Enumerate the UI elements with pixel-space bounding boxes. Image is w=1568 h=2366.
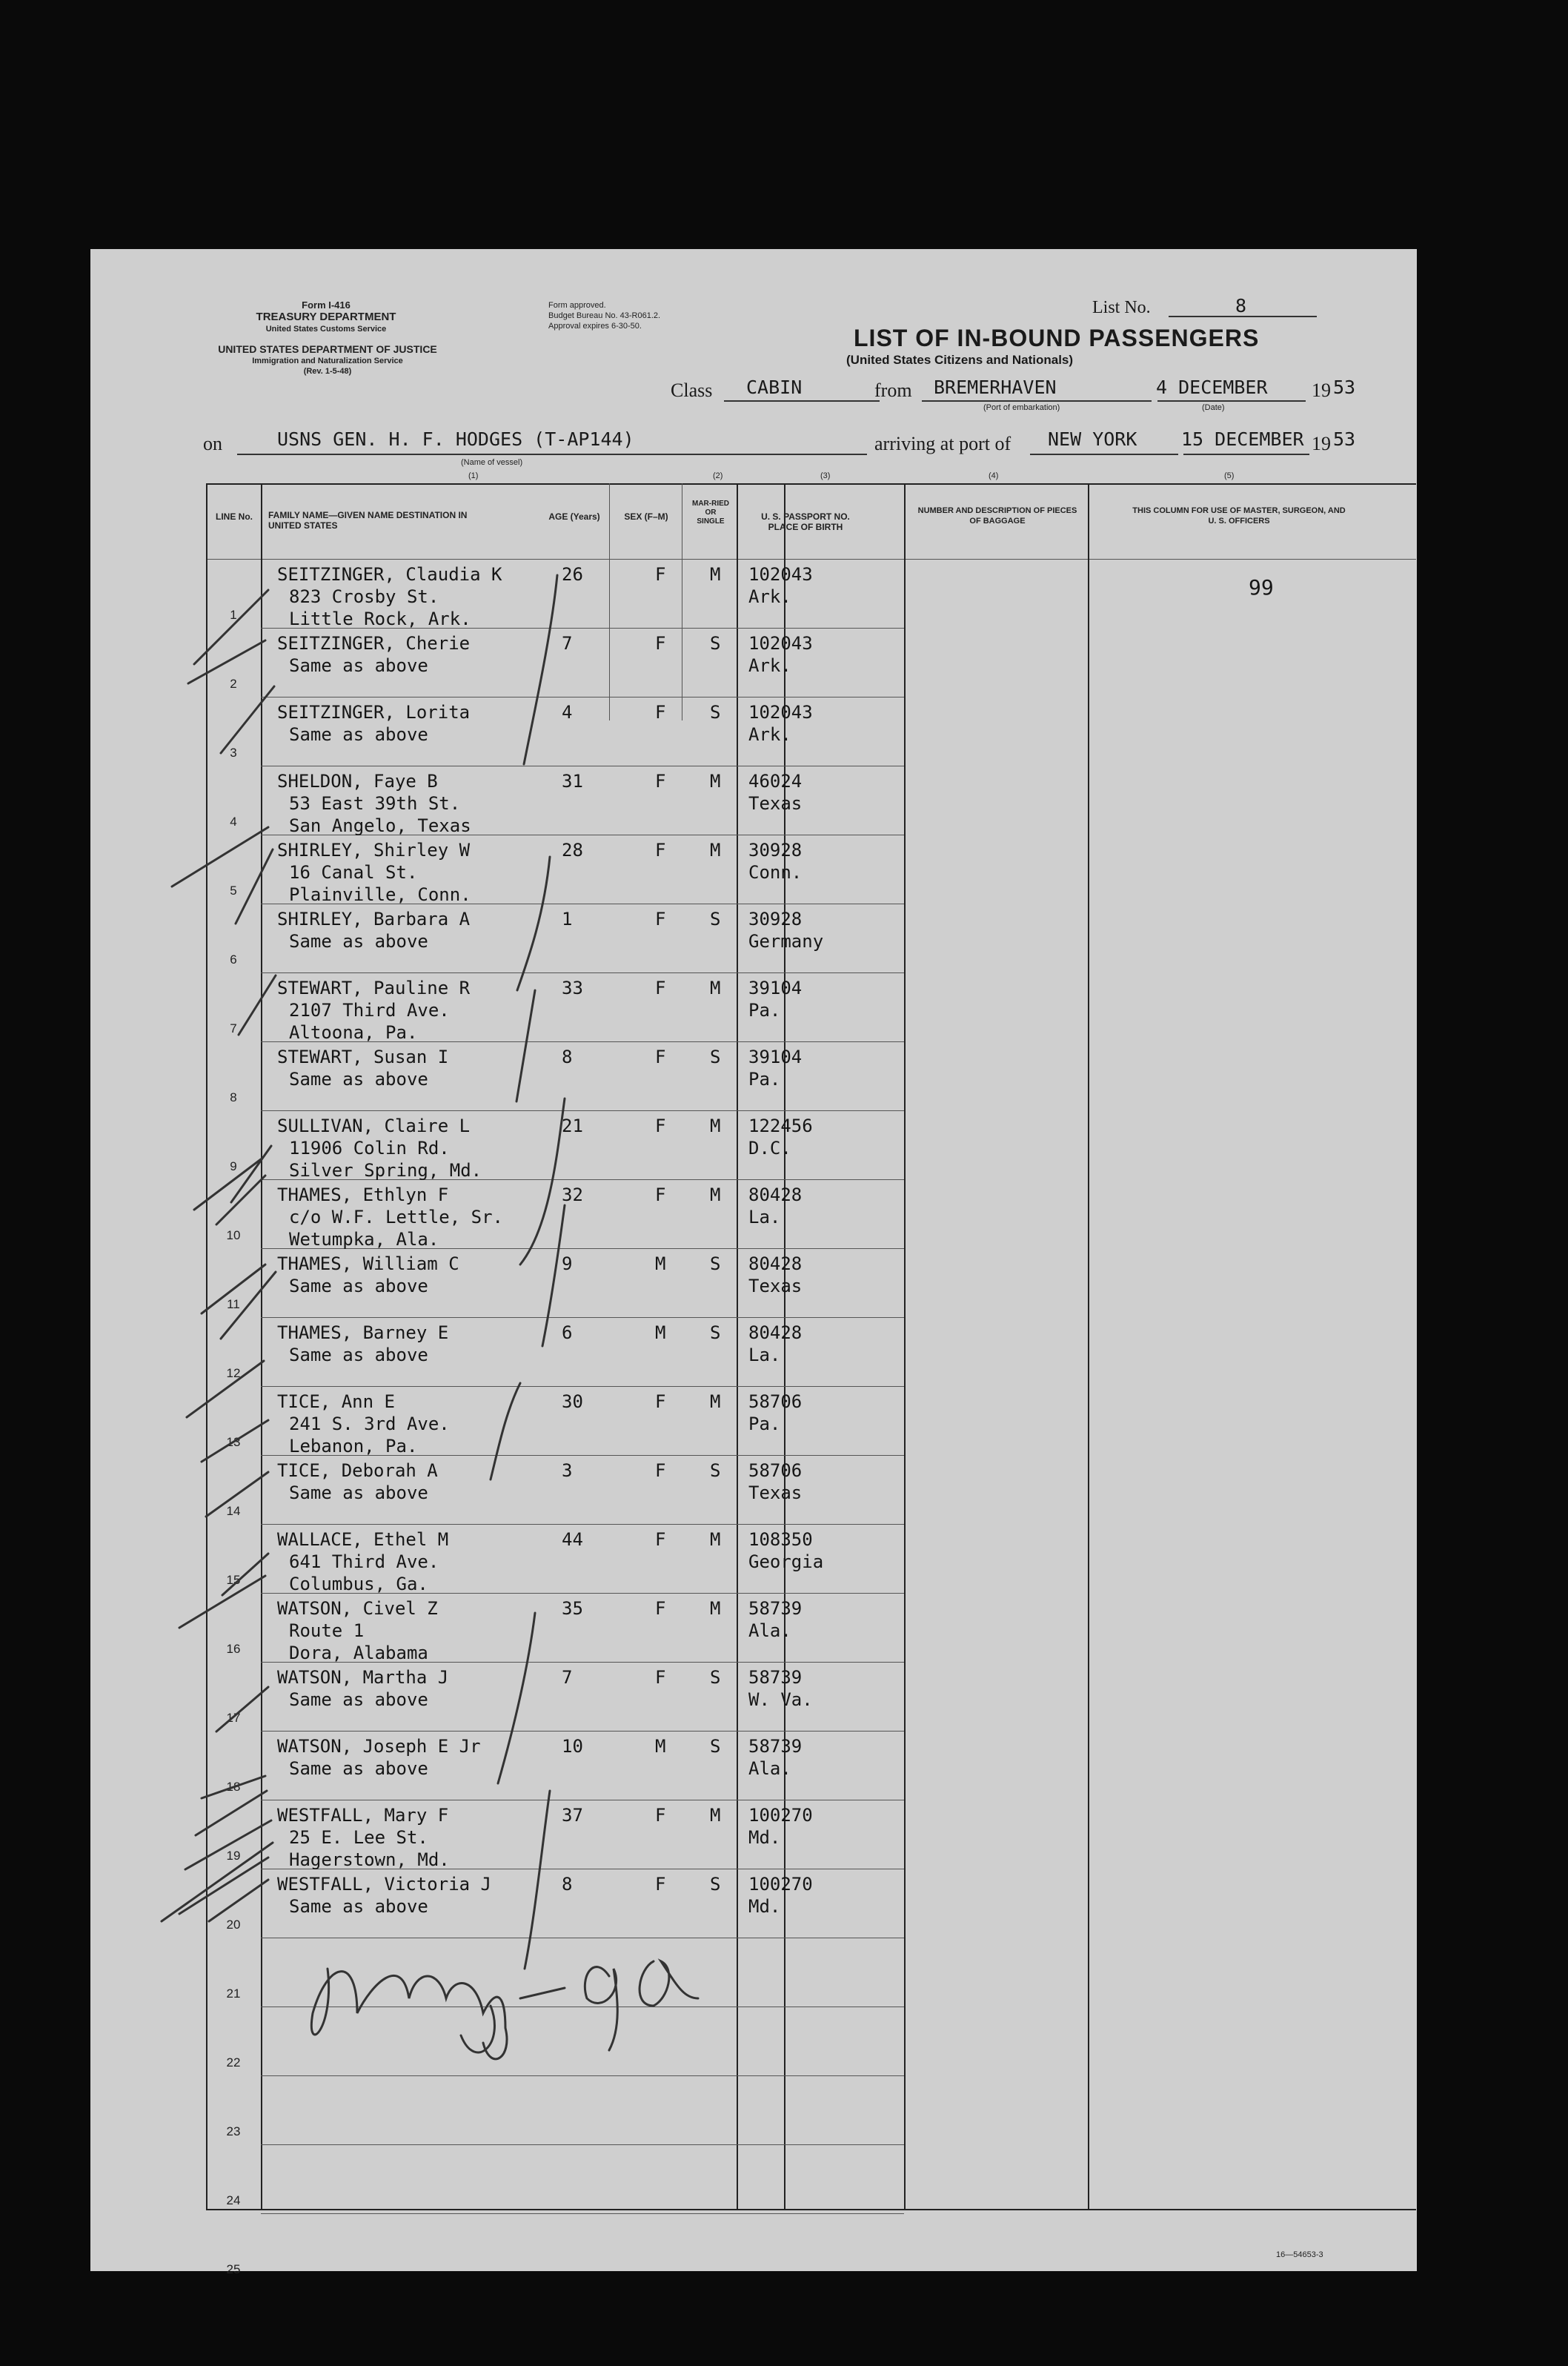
place-of-birth: Georgia	[748, 1551, 824, 1572]
passenger-sex: F	[655, 1805, 666, 1826]
place-of-birth: Ala.	[748, 1758, 791, 1779]
place-of-birth: Ala.	[748, 1620, 791, 1641]
passenger-marital-status: S	[710, 909, 721, 930]
place-of-birth: La.	[748, 1345, 781, 1365]
passport-number: 102043	[748, 564, 813, 585]
vessel-name: USNS GEN. H. F. HODGES (T-AP144)	[277, 428, 634, 450]
class-value: CABIN	[746, 377, 803, 398]
passenger-name: STEWART, Susan I	[277, 1047, 449, 1067]
line-number: 11	[227, 1297, 240, 1311]
passenger-age: 37	[562, 1805, 583, 1826]
passenger-address-1: 16 Canal St.	[289, 862, 418, 883]
passenger-name: STEWART, Pauline R	[277, 978, 471, 998]
passenger-marital-status: S	[710, 1736, 721, 1757]
header-baggage: NUMBER AND DESCRIPTION OF PIECES OF BAGGAGE	[917, 506, 1077, 526]
passenger-age: 31	[562, 771, 583, 792]
line-number: 17	[226, 1711, 241, 1725]
approval-expires: Approval expires 6-30-50.	[548, 322, 642, 331]
passenger-sex: M	[655, 1253, 666, 1274]
header-officers: THIS COLUMN FOR USE OF MASTER, SURGEON, AND U. S. OFFICERS	[1132, 506, 1346, 526]
line-number: 20	[226, 1918, 241, 1932]
passenger-age: 30	[562, 1391, 583, 1412]
passenger-address-2: Dora, Alabama	[289, 1643, 428, 1663]
passenger-age: 21	[562, 1116, 583, 1136]
col-num-4: (4)	[989, 471, 999, 480]
line-number: 3	[230, 746, 237, 760]
manifest-sheet	[90, 249, 1417, 2276]
passenger-name: SEITZINGER, Lorita	[277, 702, 471, 723]
col-line-left	[206, 483, 207, 2209]
passenger-age: 28	[562, 840, 583, 861]
passenger-address-1: 823 Crosby St.	[289, 586, 439, 607]
place-of-birth: Md.	[748, 1827, 781, 1848]
year-prefix-arrive: 19	[1312, 433, 1331, 454]
line-number: 15	[226, 1573, 241, 1587]
row-separator	[261, 2075, 904, 2076]
passenger-sex: F	[655, 1667, 666, 1688]
passport-number: 30928	[748, 909, 803, 930]
passenger-sex: M	[655, 1736, 666, 1757]
passenger-sex: F	[655, 771, 666, 792]
col-line-ms	[737, 483, 738, 2209]
line-number: 22	[226, 2055, 241, 2070]
line-number: 16	[226, 1642, 241, 1656]
place-of-birth: Conn.	[748, 862, 803, 883]
passenger-marital-status: S	[710, 1667, 721, 1688]
passenger-name: SHIRLEY, Barbara A	[277, 909, 471, 930]
passenger-address-2: Columbus, Ga.	[289, 1574, 428, 1594]
passenger-marital-status: M	[710, 1529, 721, 1550]
passenger-name: SULLIVAN, Claire L	[277, 1116, 471, 1136]
place-of-birth: La.	[748, 1207, 781, 1227]
passenger-address-2: Lebanon, Pa.	[289, 1436, 418, 1457]
passenger-sex: F	[655, 1598, 666, 1619]
passenger-sex: M	[655, 1322, 666, 1343]
form-approved: Form approved.	[548, 301, 606, 310]
from-label: from	[874, 380, 912, 401]
line-number: 21	[226, 1986, 241, 2001]
passenger-sex: F	[655, 1874, 666, 1895]
passenger-name: WALLACE, Ethel M	[277, 1529, 449, 1550]
passenger-age: 3	[562, 1460, 573, 1481]
ins-service: Immigration and Naturalization Service	[252, 357, 403, 365]
passenger-address-2: San Angelo, Texas	[289, 815, 471, 836]
place-of-birth: Pa.	[748, 1069, 781, 1090]
passenger-marital-status: M	[710, 1598, 721, 1619]
passenger-name: THAMES, William C	[277, 1253, 459, 1274]
form-revision: (Rev. 1-5-48)	[303, 367, 352, 376]
header-married: MAR-RIED OR SINGLE	[692, 500, 729, 526]
header-passport: U. S. PASSPORT NO. PLACE OF BIRTH	[761, 511, 850, 532]
passenger-marital-status: M	[710, 1391, 721, 1412]
place-of-birth: Germany	[748, 931, 824, 952]
date-caption: (Date)	[1202, 403, 1225, 412]
passenger-age: 4	[562, 702, 573, 723]
passenger-marital-status: S	[710, 702, 721, 723]
col-num-3: (3)	[820, 471, 831, 480]
passenger-age: 8	[562, 1874, 573, 1895]
passport-number: 46024	[748, 771, 803, 792]
passenger-address-1: Same as above	[289, 1345, 428, 1365]
passenger-age: 26	[562, 564, 583, 585]
line-number: 8	[230, 1090, 237, 1104]
line-number: 23	[226, 2124, 241, 2138]
row-separator	[261, 2213, 904, 2214]
passenger-address-1: 641 Third Ave.	[289, 1551, 439, 1572]
passenger-sex: F	[655, 702, 666, 723]
passport-number: 108350	[748, 1529, 813, 1550]
embark-caption: (Port of embarkation)	[983, 403, 1060, 412]
passenger-address-1: Same as above	[289, 655, 428, 676]
passenger-age: 32	[562, 1184, 583, 1205]
passenger-name: WATSON, Joseph E Jr	[277, 1736, 481, 1757]
place-of-birth: W. Va.	[748, 1689, 813, 1710]
year-arrive: 53	[1333, 428, 1356, 450]
passenger-name: WATSON, Civel Z	[277, 1598, 438, 1619]
col-line-officers	[1088, 483, 1089, 2209]
passenger-address-1: 2107 Third Ave.	[289, 1000, 450, 1021]
place-of-birth: D.C.	[748, 1138, 791, 1159]
officer-note: 99	[1249, 575, 1274, 600]
col-num-2: (2)	[713, 471, 723, 480]
list-no-value: 8	[1235, 295, 1247, 317]
passenger-sex: F	[655, 1529, 666, 1550]
class-label: Class	[671, 380, 713, 401]
passenger-address-1: 241 S. 3rd Ave.	[289, 1414, 450, 1434]
passenger-age: 9	[562, 1253, 573, 1274]
line-number: 6	[230, 952, 237, 967]
line-number: 19	[226, 1849, 241, 1863]
passenger-address-2: Little Rock, Ark.	[289, 609, 471, 629]
passenger-sex: F	[655, 909, 666, 930]
passport-number: 30928	[748, 840, 803, 861]
place-of-birth: Texas	[748, 1482, 803, 1503]
budget-bureau: Budget Bureau No. 43-R061.2.	[548, 311, 661, 320]
arriving-label: arriving at port of	[874, 433, 1011, 454]
passenger-marital-status: S	[710, 1460, 721, 1481]
passenger-name: SEITZINGER, Claudia K	[277, 564, 502, 585]
year-embark: 53	[1333, 377, 1356, 398]
passport-number: 122456	[748, 1116, 813, 1136]
passport-number: 58739	[748, 1667, 803, 1688]
line-number: 24	[226, 2193, 241, 2207]
passenger-address-2: Silver Spring, Md.	[289, 1160, 482, 1181]
col-line-name	[261, 483, 262, 2209]
passport-number: 80428	[748, 1184, 803, 1205]
date-of-embarkation: 4 DECEMBER	[1156, 377, 1268, 398]
header-sex: SEX (F–M)	[624, 511, 668, 522]
year-prefix: 19	[1312, 380, 1331, 401]
passenger-marital-status: M	[710, 771, 721, 792]
header-divider	[206, 559, 1416, 560]
passenger-marital-status: S	[710, 633, 721, 654]
passenger-marital-status: S	[710, 1322, 721, 1343]
passenger-address-1: Same as above	[289, 1276, 428, 1296]
line-number: 1	[230, 608, 237, 622]
passport-number: 58739	[748, 1736, 803, 1757]
passport-number: 102043	[748, 702, 813, 723]
row-separator	[261, 2144, 904, 2145]
form-number: Form I-416	[302, 299, 351, 311]
passenger-sex: F	[655, 978, 666, 998]
place-of-birth: Ark.	[748, 655, 791, 676]
passenger-name: SEITZINGER, Cherie	[277, 633, 471, 654]
line-number: 13	[226, 1435, 241, 1449]
line-number: 25	[226, 2262, 241, 2276]
passport-number: 80428	[748, 1253, 803, 1274]
passenger-sex: F	[655, 564, 666, 585]
passenger-marital-status: M	[710, 1116, 721, 1136]
row-separator	[261, 1110, 904, 1111]
port-of-arrival: NEW YORK	[1048, 428, 1137, 450]
passenger-age: 1	[562, 909, 573, 930]
on-label: on	[203, 433, 222, 454]
col-line-baggage	[904, 483, 906, 2209]
passport-number: 58706	[748, 1460, 803, 1481]
header-line-no: LINE No.	[216, 511, 253, 522]
passenger-address-1: Same as above	[289, 1689, 428, 1710]
passport-number: 80428	[748, 1322, 803, 1343]
passenger-address-1: 25 E. Lee St.	[289, 1827, 428, 1848]
passenger-age: 8	[562, 1047, 573, 1067]
passenger-address-1: Same as above	[289, 931, 428, 952]
place-of-birth: Pa.	[748, 1414, 781, 1434]
passport-number: 100270	[748, 1874, 813, 1895]
header-name: FAMILY NAME—GIVEN NAME DESTINATION IN UNITED STATES	[268, 510, 468, 531]
passenger-age: 33	[562, 978, 583, 998]
passenger-marital-status: S	[710, 1253, 721, 1274]
line-number: 14	[226, 1504, 241, 1518]
row-separator	[261, 1386, 904, 1387]
place-of-birth: Ark.	[748, 724, 791, 745]
passenger-address-2: Wetumpka, Ala.	[289, 1229, 439, 1250]
place-of-birth: Texas	[748, 1276, 803, 1296]
passport-number: 58739	[748, 1598, 803, 1619]
passenger-age: 35	[562, 1598, 583, 1619]
passenger-name: THAMES, Barney E	[277, 1322, 449, 1343]
line-number: 18	[226, 1780, 241, 1794]
passenger-sex: F	[655, 1116, 666, 1136]
col-line-age	[609, 483, 610, 720]
passenger-age: 7	[562, 633, 573, 654]
passenger-name: WESTFALL, Victoria J	[277, 1874, 491, 1895]
passenger-name: SHIRLEY, Shirley W	[277, 840, 471, 861]
passenger-age: 7	[562, 1667, 573, 1688]
passenger-address-1: Same as above	[289, 1482, 428, 1503]
port-of-embarkation: BREMERHAVEN	[934, 377, 1057, 398]
passport-number: 102043	[748, 633, 813, 654]
table-top-border	[206, 483, 1416, 485]
passenger-age: 44	[562, 1529, 583, 1550]
passenger-marital-status: M	[710, 978, 721, 998]
passenger-table	[90, 249, 1417, 2276]
passenger-address-1: 11906 Colin Rd.	[289, 1138, 450, 1159]
customs-service: United States Customs Service	[265, 325, 387, 334]
row-separator	[261, 1317, 904, 1318]
passenger-address-1: Same as above	[289, 1896, 428, 1917]
passenger-address-1: c/o W.F. Lettle, Sr.	[289, 1207, 503, 1227]
col-num-1: (1)	[468, 471, 479, 480]
passenger-address-1: Same as above	[289, 724, 428, 745]
vessel-caption: (Name of vessel)	[461, 458, 523, 467]
row-separator	[261, 1731, 904, 1732]
line-number: 10	[226, 1228, 241, 1242]
passenger-address-2: Hagerstown, Md.	[289, 1849, 450, 1870]
passenger-name: TICE, Ann E	[277, 1391, 395, 1412]
passenger-address-1: Same as above	[289, 1069, 428, 1090]
passenger-marital-status: M	[710, 1805, 721, 1826]
line-number: 9	[230, 1159, 237, 1173]
passport-number: 58706	[748, 1391, 803, 1412]
place-of-birth: Pa.	[748, 1000, 781, 1021]
place-of-birth: Ark.	[748, 586, 791, 607]
passenger-sex: F	[655, 633, 666, 654]
place-of-birth: Texas	[748, 793, 803, 814]
passport-number: 100270	[748, 1805, 813, 1826]
passenger-marital-status: M	[710, 564, 721, 585]
list-no-label: List No.	[1092, 298, 1151, 317]
passenger-address-1: Route 1	[289, 1620, 365, 1641]
passenger-address-2: Plainville, Conn.	[289, 884, 471, 905]
line-number: 12	[226, 1366, 241, 1380]
passenger-sex: F	[655, 1047, 666, 1067]
date-of-arrival: 15 DECEMBER	[1181, 428, 1304, 450]
row-separator	[261, 1524, 904, 1525]
passenger-age: 10	[562, 1736, 583, 1757]
passenger-address-1: Same as above	[289, 1758, 428, 1779]
passenger-age: 6	[562, 1322, 573, 1343]
footer-code: 16—54653-3	[1276, 2250, 1323, 2259]
form-subtitle: (United States Citizens and Nationals)	[846, 353, 1074, 367]
passenger-name: TICE, Deborah A	[277, 1460, 438, 1481]
line-number: 7	[230, 1021, 237, 1035]
line-number: 2	[230, 677, 237, 691]
passenger-name: THAMES, Ethlyn F	[277, 1184, 449, 1205]
passenger-name: SHELDON, Faye B	[277, 771, 438, 792]
passenger-name: WESTFALL, Mary F	[277, 1805, 449, 1826]
passenger-address-1: 53 East 39th St.	[289, 793, 461, 814]
row-separator	[261, 972, 904, 973]
passenger-address-2: Altoona, Pa.	[289, 1022, 418, 1043]
place-of-birth: Md.	[748, 1896, 781, 1917]
passport-number: 39104	[748, 1047, 803, 1067]
passenger-sex: F	[655, 840, 666, 861]
treasury-dept: TREASURY DEPARTMENT	[256, 311, 396, 323]
passenger-marital-status: M	[710, 1184, 721, 1205]
line-number: 4	[230, 815, 237, 829]
passport-number: 39104	[748, 978, 803, 998]
table-bottom-border	[206, 2209, 1416, 2210]
passenger-sex: F	[655, 1460, 666, 1481]
line-number: 5	[230, 884, 237, 898]
header-age: AGE (Years)	[548, 511, 600, 522]
col-num-5: (5)	[1224, 471, 1235, 480]
form-title: LIST OF IN-BOUND PASSENGERS	[854, 325, 1260, 351]
justice-dept: UNITED STATES DEPARTMENT OF JUSTICE	[218, 343, 437, 355]
passenger-name: WATSON, Martha J	[277, 1667, 449, 1688]
passenger-marital-status: S	[710, 1874, 721, 1895]
passenger-sex: F	[655, 1391, 666, 1412]
passenger-marital-status: M	[710, 840, 721, 861]
passenger-sex: F	[655, 1184, 666, 1205]
passenger-marital-status: S	[710, 1047, 721, 1067]
